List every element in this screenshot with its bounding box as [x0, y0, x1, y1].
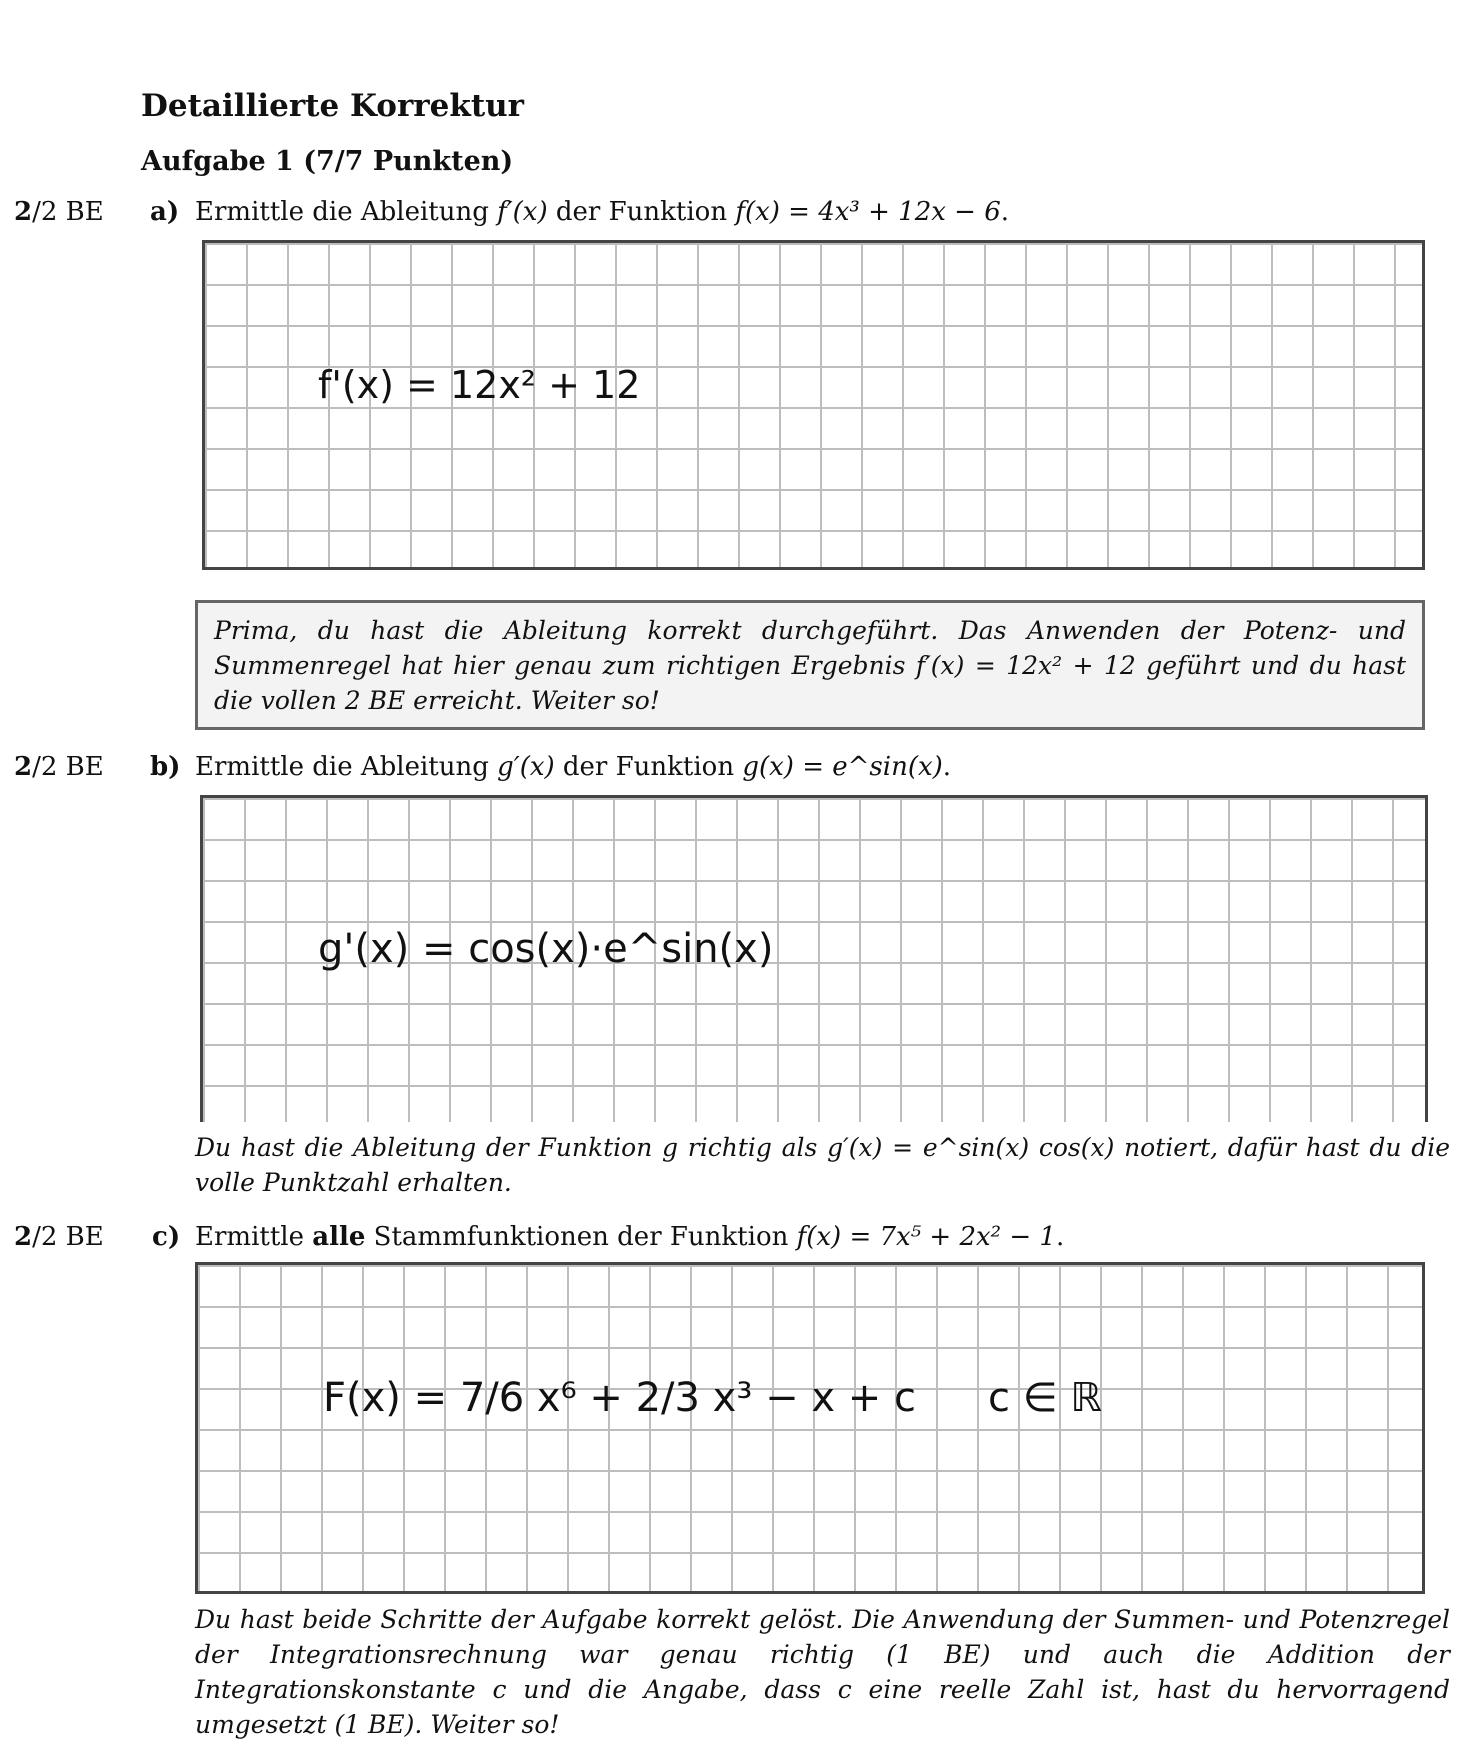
score-total: /2 BE [32, 752, 104, 782]
answer-grid-c [195, 1262, 1425, 1594]
prompt-text: Ermittle die Ableitung [195, 197, 498, 227]
task-prompt-a [195, 197, 1009, 227]
prompt-text: . [1000, 197, 1010, 227]
prompt-math: f′(x) [497, 197, 548, 227]
prompt-emphasis: alle [312, 1222, 366, 1252]
prompt-text: . [942, 752, 952, 782]
score-total: /2 BE [32, 1222, 104, 1252]
feedback-box-a: Prima, du hast die Ableitung korrekt durchgeführt. Das Anwenden der Potenz- und Summenregel hat hier genau zum richtigen Ergebnis f′(x) = 12x² + 12 geführt und du hast die vollen 2 BE erreicht. Weiter so! [195, 600, 1425, 730]
score-earned: 2 [14, 1222, 33, 1252]
feedback-c: Du hast beide Schritte der Aufgabe korrekt gelöst. Die Anwendung der Summen- und Potenzregel der Integrationsrechnung war genau richtig (1 BE) und auch die Addition der Integrationskonstante c und die Angabe, dass c eine reelle Zahl ist, hast du hervorragend umgesetzt (1 BE). Weiter so! [195, 1605, 1450, 1739]
handwritten-constant-note: c ∈ ℝ [988, 1375, 1102, 1421]
prompt-math: g(x) = e^sin(x) [742, 752, 943, 782]
score-total: /2 BE [32, 197, 104, 227]
score-c [14, 1222, 104, 1252]
handwritten-answer-b: g'(x) = cos(x)·e^sin(x) [318, 926, 774, 972]
score-a [14, 197, 104, 227]
score-earned: 2 [14, 752, 33, 782]
task-prompt-b [195, 752, 951, 782]
prompt-text: Stammfunktionen der Funktion [365, 1222, 797, 1252]
section-title: Aufgabe 1 (7/7 Punkten) [141, 146, 514, 177]
prompt-text: Ermittle die Ableitung [195, 752, 498, 782]
task-prompt-c [195, 1222, 1064, 1252]
prompt-math: g′(x) [497, 752, 555, 782]
feedback-b: Du hast die Ableitung der Funktion g richtig als g′(x) = e^sin(x) cos(x) notiert, dafür hast du die volle Punktzahl erhalten. [195, 1133, 1450, 1197]
prompt-text: . [1055, 1222, 1065, 1252]
prompt-math: f(x) = 7x⁵ + 2x² − 1 [796, 1222, 1056, 1252]
score-b [14, 752, 104, 782]
handwritten-answer-c: F(x) = 7/6 x⁶ + 2/3 x³ − x + c [323, 1375, 916, 1421]
answer-grid-b [200, 795, 1428, 1122]
prompt-text: der Funktion [554, 752, 743, 782]
prompt-text: der Funktion [547, 197, 736, 227]
task-label-c: c) [152, 1222, 181, 1252]
task-label-b: b) [150, 752, 181, 782]
answer-grid-a [202, 240, 1425, 570]
task-label-a: a) [150, 197, 180, 227]
page-title: Detaillierte Korrektur [141, 88, 525, 124]
prompt-text: Ermittle [195, 1222, 313, 1252]
prompt-math: f(x) = 4x³ + 12x − 6 [735, 197, 1001, 227]
handwritten-answer-a: f'(x) = 12x² + 12 [318, 363, 641, 407]
score-earned: 2 [14, 197, 33, 227]
